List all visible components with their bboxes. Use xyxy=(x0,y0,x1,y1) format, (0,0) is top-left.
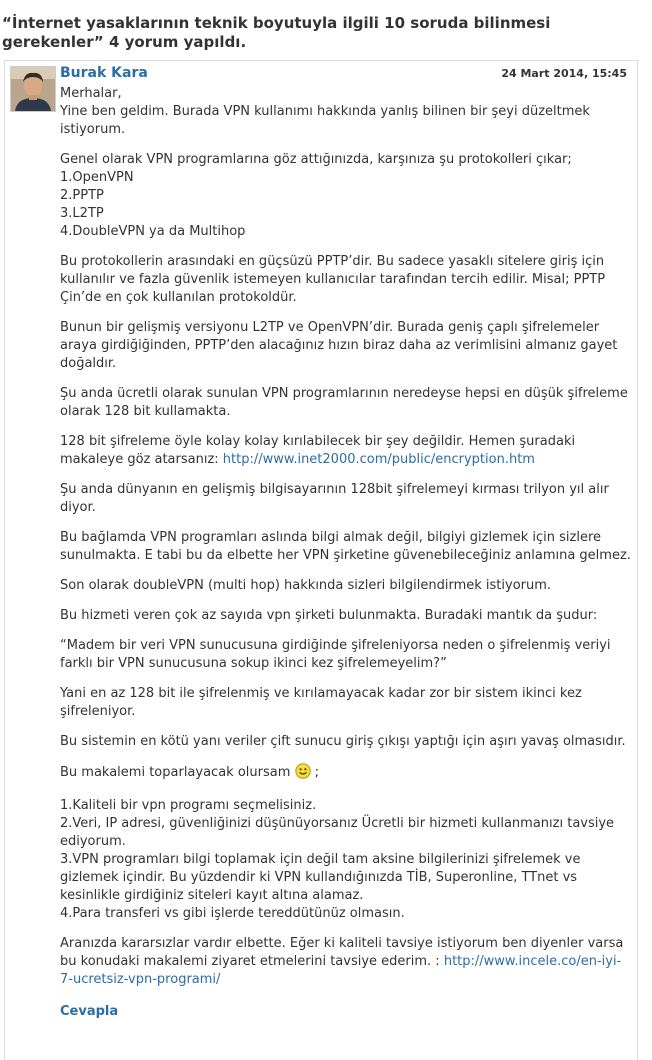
avatar[interactable] xyxy=(10,66,56,112)
encryption-link[interactable]: http://www.inet2000.com/public/encryption.htm xyxy=(222,452,535,467)
paragraph-result: Yani en az 128 bit ile şifrelenmiş ve kırılamayacak kadar zor bir sistem ikinci kez şifreleniyor. xyxy=(60,686,582,719)
summary-item: 4.Para transferi vs gibi işlerde tereddütünüz olmasın. xyxy=(60,906,405,921)
summary-item: 1.Kaliteli bir vpn programı seçmelisiniz. xyxy=(60,798,317,813)
protocols-intro: Genel olarak VPN programlarına göz attığınızda, karşınıza şu protokolleri çıkar; xyxy=(60,152,572,167)
paragraph-doublevpn: Son olarak doubleVPN (multi hop) hakkında sizleri bilgilendirmek istiyorum. xyxy=(60,578,552,593)
reply-link[interactable]: Cevapla xyxy=(60,1004,119,1019)
summary-intro-suffix: ; xyxy=(310,765,320,780)
protocols-paragraph xyxy=(60,151,632,241)
paragraph-service: Bu hizmeti veren çok az sayıda vpn şirketi bulunmakta. Buradaki mantık da şudur: xyxy=(60,608,598,623)
paragraph-bad: Bu sistemin en kötü yanı veriler çift sunucu giriş çıkışı yaptığı için aşırı yavaş olmasıdır. xyxy=(60,734,626,749)
paragraph-context: Bu bağlamda VPN programları aslında bilgi almak değil, bilgiyi gizlemek için sizlere sunulmakta. E tabi bu da elbette her VPN şirketine güvenebileceğiniz anlamına gelmez. xyxy=(60,530,631,563)
vpn-article-link[interactable]: http://www.incele.co/en-iyi-7-ucretsiz-vpn-programi/ xyxy=(60,954,622,987)
paragraph-final xyxy=(60,935,632,989)
greeting-text: Merhalar, xyxy=(60,86,122,101)
protocol-item: 4.DoubleVPN ya da Multihop xyxy=(60,224,246,239)
protocol-item: 3.L2TP xyxy=(60,206,104,221)
paragraph-computer: Şu anda dünyanın en gelişmiş bilgisayarının 128bit şifrelemeyi kırması trilyon yıl alır diyor. xyxy=(60,482,609,515)
comment xyxy=(4,60,638,1060)
protocol-item: 2.PPTP xyxy=(60,188,104,203)
comments-title: “İnternet yasaklarının teknik boyutuyla ilgili 10 soruda bilinmesi gerekenler” 4 yorum yapıldı. xyxy=(2,14,551,51)
summary-item: 2.Veri, IP adresi, güvenliğinizi düşünüyorsanız Ücretli bir hizmeti kullanmanızı tavsiye ediyorum. xyxy=(60,816,615,849)
paragraph-l2tp: Bunun bir gelişmiş versiyonu L2TP ve OpenVPN’dir. Burada geniş çaplı şifrelemeler araya girdiğiğinden, PPTP’den alacağınız hızın biraz daha az verimlisini almanız gayet doğaldır. xyxy=(60,320,618,371)
paragraph-final-text: Aranızda kararsızlar vardır elbette. Eğer ki kaliteli tavsiye istiyorum ben diyenler varsa bu konudaki makalemi ziyaret etmelerini tavsiye ederim. : xyxy=(60,936,624,969)
summary-intro-text: Bu makalemi toparlayacak olursam xyxy=(60,765,295,780)
protocol-item: 1.OpenVPN xyxy=(60,170,134,185)
paragraph-128bit-text: 128 bit şifreleme öyle kolay kolay kırılabilecek bir şey değildir. Hemen şuradaki makaleye göz atarsanız: xyxy=(60,434,576,467)
avatar-image xyxy=(11,67,55,111)
author-link[interactable]: Burak Kara xyxy=(60,65,148,81)
smiley-icon xyxy=(295,763,311,785)
summary-list xyxy=(60,797,632,923)
comment-date: 24 Mart 2014, 15:45 xyxy=(501,67,627,80)
paragraph-paid: Şu anda ücretli olarak sunulan VPN programlarının neredeyse hepsi en düşük şifreleme olarak 128 bit kullamakta. xyxy=(60,386,628,419)
paragraph-pptp: Bu protokollerin arasındaki en güçsüzü PPTP’dir. Bu sadece yasaklı sitelere giriş için kullanılır ve fazla güvenlik istemeyen kullanıcılar tarafından tercih edilir. Misal; PPTP Çin’de en çok kullanılan protokoldür. xyxy=(60,254,606,305)
paragraph-quote: “Madem bir veri VPN sunucusuna girdiğinde şifreleniyorsa neden o şifrelenmiş veriyi farklı bir VPN sunucusuna sokup ikinci kez şifrelemeyelim?” xyxy=(60,638,611,671)
comment-intro xyxy=(60,85,632,139)
paragraph-128bit xyxy=(60,433,632,469)
comment-body xyxy=(60,85,632,1021)
paragraph-summary-intro xyxy=(60,763,632,785)
intro-text: Yine ben geldim. Burada VPN kullanımı hakkında yanlış bilinen bir şeyi düzeltmek istiyorum. xyxy=(60,104,590,137)
summary-item: 3.VPN programları bilgi toplamak için değil tam aksine bilgilerinizi şifrelemek ve gizlemek içindir. Bu yüzdendir ki VPN kullandığınızda TİB, Superonline, TTnet vs kesinlikle girdiğiniz siteleri kayıt altına alamaz. xyxy=(60,852,581,903)
